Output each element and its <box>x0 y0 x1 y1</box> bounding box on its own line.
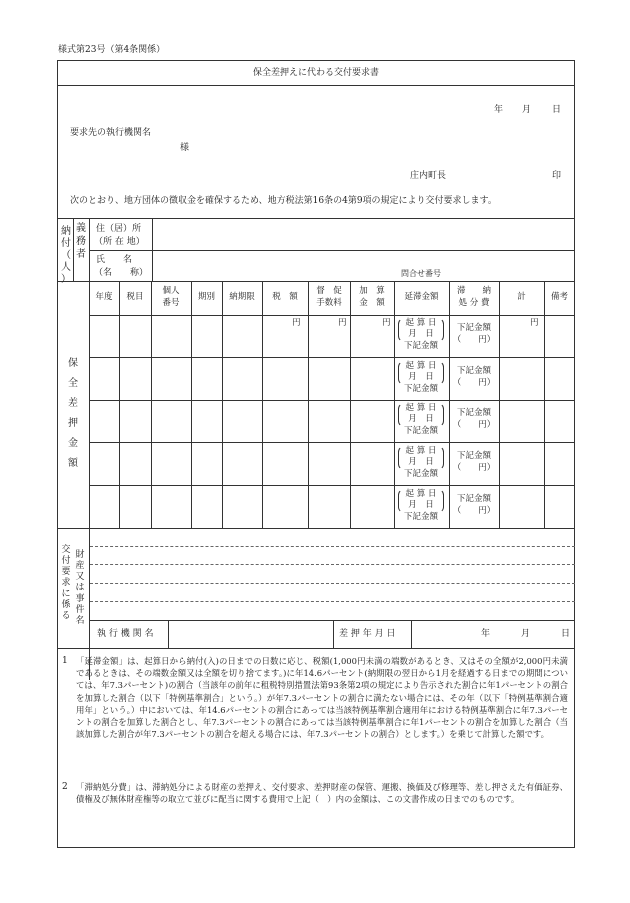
note-2-number: 2 <box>62 782 68 792</box>
property-dash-4 <box>90 601 575 602</box>
seizure-amount-label: 保 全 差 押 金 額 <box>68 358 78 469</box>
date-month: 月 <box>522 105 532 115</box>
col-line-5 <box>262 281 263 528</box>
header-fee-1: 督 促 <box>316 286 342 296</box>
proc-amount: （ 円） <box>452 420 496 430</box>
agency-label-divider <box>168 620 169 648</box>
date-day: 日 <box>552 105 562 115</box>
delay-start: 起 算 日 <box>405 361 437 371</box>
header-remarks: 備考 <box>550 292 568 302</box>
issuer-seal: 印 <box>552 171 562 181</box>
delay-start: 起 算 日 <box>405 446 437 456</box>
header-proc-1: 滞 納 <box>456 286 491 296</box>
delay-monthday: 月 日 <box>408 414 434 424</box>
header-fee-2: 手数料 <box>316 298 342 308</box>
header-add-2: 金 額 <box>359 298 385 308</box>
proc-amount: （ 円） <box>452 463 496 473</box>
header-tax-amount: 税 額 <box>272 292 298 302</box>
property-label-left: 交 付 要 求 に 係 る <box>61 545 71 621</box>
col-line-11 <box>544 281 545 528</box>
proc-below: 下記金額 <box>456 494 491 504</box>
taxpayer-label-divider <box>152 218 153 281</box>
yen-total: 円 <box>530 318 539 328</box>
left-col-line <box>89 218 90 680</box>
col-line-2 <box>151 281 152 528</box>
delay-start: 起 算 日 <box>405 489 437 499</box>
delay-start: 起 算 日 <box>405 318 437 328</box>
header-total: 計 <box>517 292 526 302</box>
date-year: 年 <box>494 105 504 115</box>
form-title: 保全差押えに代わる交付要求書 <box>252 68 379 78</box>
header-period: 期別 <box>197 292 215 302</box>
seizure-month: 月 <box>521 629 531 639</box>
yen-add: 円 <box>382 318 391 328</box>
row-line-3 <box>89 442 575 443</box>
seizure-right-divider <box>411 620 412 648</box>
taxpayer-group-label-2: 義 務 者 <box>76 223 86 260</box>
agency-bottom-line <box>57 648 575 649</box>
header-personal-2: 番号 <box>162 298 180 308</box>
property-dash-1 <box>90 546 575 547</box>
proc-below: 下記金額 <box>456 451 491 461</box>
proc-amount: （ 円） <box>452 506 496 516</box>
taxpayer-top-line <box>57 218 575 219</box>
header-personal-1: 個人 <box>162 286 180 296</box>
seizure-left-divider <box>333 620 334 648</box>
note-1: 「延滞金額」は、起算日から納付(入)の日までの日数に応じ、税額(1,000円未満の端数があるとき、又はその全額が2,000円未満であるときは、その端数金額又は全額を切り捨てます。)に年14.6パーセント(納期限の翌日から1月を経過する日までの期間については、年7.3パーセント)の割合（当該年の前年に租税特別措置法第93条第2項の規定により告示された割合に年1パーセントの割合を加算した割合（以下「特例基準割合」という。）が年7.3パーセントの割合に満たない場合には、その年（以下「特例基準割合適用年」という。）中においては、年14.6パーセントの割合にあっては当該特例基準割合適用年における特例基準割合に年7.3パーセントの割合を加算した割合とし、年7.3パーセントの割合にあっては当該特例基準割合に年1パーセントの割合を加算した割合（当該加算した割合が年7.3パーセントの割合を超える場合には、年7.3パーセントの割合）とします。）を乗じて計算した額です。 <box>76 656 568 740</box>
property-dash-2 <box>90 564 575 565</box>
delay-monthday: 月 日 <box>408 329 434 339</box>
proc-below: 下記金額 <box>456 323 491 333</box>
proc-below: 下記金額 <box>456 408 491 418</box>
seizure-day: 日 <box>561 629 571 639</box>
address-label-2: （所 在 地） <box>94 237 145 247</box>
name-label-1: 氏 名 <box>96 255 133 265</box>
delay-below: 下記金額 <box>403 341 438 351</box>
col-line-4 <box>222 281 223 528</box>
seizure-date-label: 差 押 年 月 日 <box>339 629 396 639</box>
requestee-label: 要求先の執行機関名 <box>70 128 152 138</box>
header-delay: 延滞金額 <box>404 292 439 302</box>
issuer-name: 庄内町長 <box>410 171 447 181</box>
header-proc-2: 処 分 費 <box>458 298 490 308</box>
taxpayer-group-label-1: 納 付 （ 人 ） <box>61 226 71 285</box>
header-tax-item: 税目 <box>126 292 144 302</box>
address-divider <box>89 250 575 251</box>
seizure-year: 年 <box>481 629 491 639</box>
property-label-right: 財 産 又 は 事 件 名 <box>75 550 85 626</box>
requestee-sama: 様 <box>180 143 190 153</box>
table-header-bottom <box>89 315 575 316</box>
delay-below: 下記金額 <box>403 384 438 394</box>
proc-amount: （ 円） <box>452 378 496 388</box>
yen-tax: 円 <box>292 318 301 328</box>
yen-fee: 円 <box>338 318 347 328</box>
form-number: 様式第23号（第4条関係） <box>58 45 166 55</box>
header-year: 年度 <box>95 292 113 302</box>
note-2: 「滞納処分費」は、滞納処分による財産の差押え、交付要求、差押財産の保管、運搬、換価及び修理等、差し押さえた有価証券、債権及び無体財産権等の取立て並びに配当に関する費用で上記（ ）内の金額は、この文書作成の日までのものです。 <box>76 782 568 805</box>
col-line-10 <box>499 281 500 528</box>
taxpayer-bottom-line <box>57 281 575 282</box>
row-line-1 <box>89 357 575 358</box>
delay-below: 下記金額 <box>403 426 438 436</box>
col-line-6 <box>308 281 309 528</box>
title-divider <box>57 85 575 86</box>
col-line-8 <box>394 281 395 528</box>
delay-monthday: 月 日 <box>408 372 434 382</box>
col-line-7 <box>350 281 351 528</box>
intro-text: 次のとおり、地方団体の徴収金を確保するため、地方税法第16条の4第9項の規定により交付要求します。 <box>70 196 497 206</box>
proc-amount: （ 円） <box>452 335 496 345</box>
col-line-9 <box>449 281 450 528</box>
delay-below: 下記金額 <box>403 469 438 479</box>
table-bottom-line <box>57 528 575 529</box>
inquiry-number-label: 問合せ番号 <box>401 269 441 278</box>
col-line-3 <box>191 281 192 528</box>
agency-top-line <box>89 620 575 621</box>
row-line-2 <box>89 400 575 401</box>
delay-monthday: 月 日 <box>408 457 434 467</box>
property-dash-3 <box>90 583 575 584</box>
delay-start: 起 算 日 <box>405 403 437 413</box>
agency-label: 執 行 機 関 名 <box>97 629 154 639</box>
header-deadline: 納期限 <box>229 292 255 302</box>
col-line-1 <box>119 281 120 528</box>
proc-below: 下記金額 <box>456 366 491 376</box>
name-label-2: （名 称） <box>94 268 149 278</box>
delay-below: 下記金額 <box>403 512 438 522</box>
delay-monthday: 月 日 <box>408 500 434 510</box>
row-line-4 <box>89 485 575 486</box>
note-1-number: 1 <box>62 656 68 666</box>
header-add-1: 加 算 <box>359 286 385 296</box>
address-label-1: 住（居）所 <box>96 224 142 234</box>
